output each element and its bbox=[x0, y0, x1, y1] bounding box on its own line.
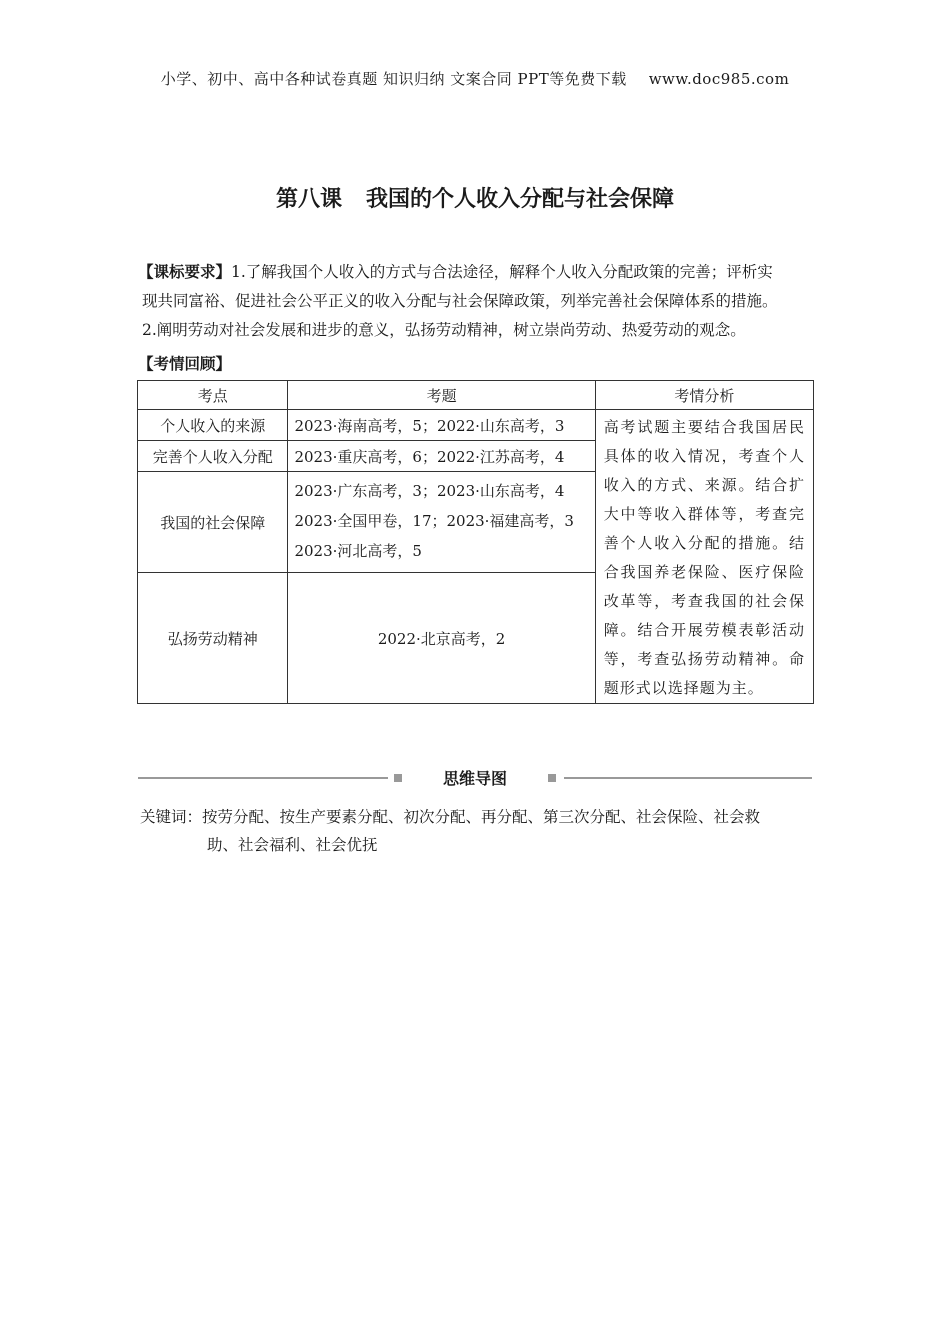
mindmap-divider bbox=[138, 766, 812, 790]
keywords bbox=[140, 803, 830, 859]
divider-square-left bbox=[394, 774, 402, 782]
row-point: 个人收入的来源 bbox=[138, 410, 288, 441]
exam-review-table bbox=[137, 380, 814, 704]
mindmap-title: 思维导图 bbox=[442, 769, 507, 788]
row-exams: 2023·海南高考，5；2022·山东高考，3 bbox=[288, 410, 595, 441]
keywords-line-2: 助、社会福利、社会优抚 bbox=[207, 836, 378, 854]
row-exams: 2022·北京高考，2 bbox=[288, 573, 595, 704]
requirements-line-1: 1.了解我国个人收入的方式与合法途径，解释个人收入分配政策的完善；评析实 bbox=[231, 263, 773, 281]
row-point: 弘扬劳动精神 bbox=[138, 573, 288, 704]
requirements-line-2: 现共同富裕、促进社会公平正义的收入分配与社会保障政策，列举完善社会保障体系的措施。 bbox=[142, 292, 778, 310]
lesson-name: 我国的个人收入分配与社会保障 bbox=[366, 187, 675, 212]
review-label: 【考情回顾】 bbox=[138, 355, 232, 373]
table-header-row bbox=[138, 381, 814, 410]
divider-square-right bbox=[548, 774, 556, 782]
exam-entry: 2023·全国甲卷，17；2023·福建高考，3 bbox=[294, 512, 574, 530]
row-exams bbox=[288, 472, 595, 573]
divider-line-right bbox=[564, 777, 812, 779]
header-exams: 考题 bbox=[288, 381, 595, 410]
page-header bbox=[0, 68, 950, 89]
requirements-line-3: 2.阐明劳动对社会发展和进步的意义，弘扬劳动精神，树立崇尚劳动、热爱劳动的观念。 bbox=[142, 321, 746, 339]
header-point: 考点 bbox=[138, 381, 288, 410]
row-point: 我国的社会保障 bbox=[138, 472, 288, 573]
header-text: 小学、初中、高中各种试卷真题 知识归纳 文案合同 PPT等免费下载 bbox=[160, 70, 627, 88]
keywords-line-1: 按劳分配、按生产要素分配、初次分配、再分配、第三次分配、社会保险、社会救 bbox=[202, 808, 761, 826]
row-point: 完善个人收入分配 bbox=[138, 441, 288, 472]
header-analysis: 考情分析 bbox=[595, 381, 813, 410]
row-exams: 2023·重庆高考，6；2022·江苏高考，4 bbox=[288, 441, 595, 472]
page-title bbox=[0, 182, 950, 213]
requirements-label: 【课标要求】 bbox=[138, 263, 232, 281]
curriculum-requirements bbox=[138, 258, 828, 345]
exam-entry: 2023·河北高考，5 bbox=[294, 542, 422, 560]
header-url[interactable]: www.doc985.com bbox=[648, 70, 790, 88]
keywords-label: 关键词： bbox=[140, 808, 203, 826]
divider-line-left bbox=[138, 777, 388, 779]
lesson-number: 第八课 bbox=[275, 187, 342, 212]
table-row bbox=[138, 410, 814, 441]
exam-entry: 2023·广东高考，3；2023·山东高考，4 bbox=[294, 482, 565, 500]
analysis-cell: 高考试题主要结合我国居民具体的收入情况，考查个人收入的方式、来源。结合扩大中等收入群体等，考查完善个人收入分配的措施。结合我国养老保险、医疗保险改革等，考查我国的社会保障。结合开展劳模表彰活动等，考查弘扬劳动精神。命题形式以选择题为主。 bbox=[595, 410, 813, 704]
